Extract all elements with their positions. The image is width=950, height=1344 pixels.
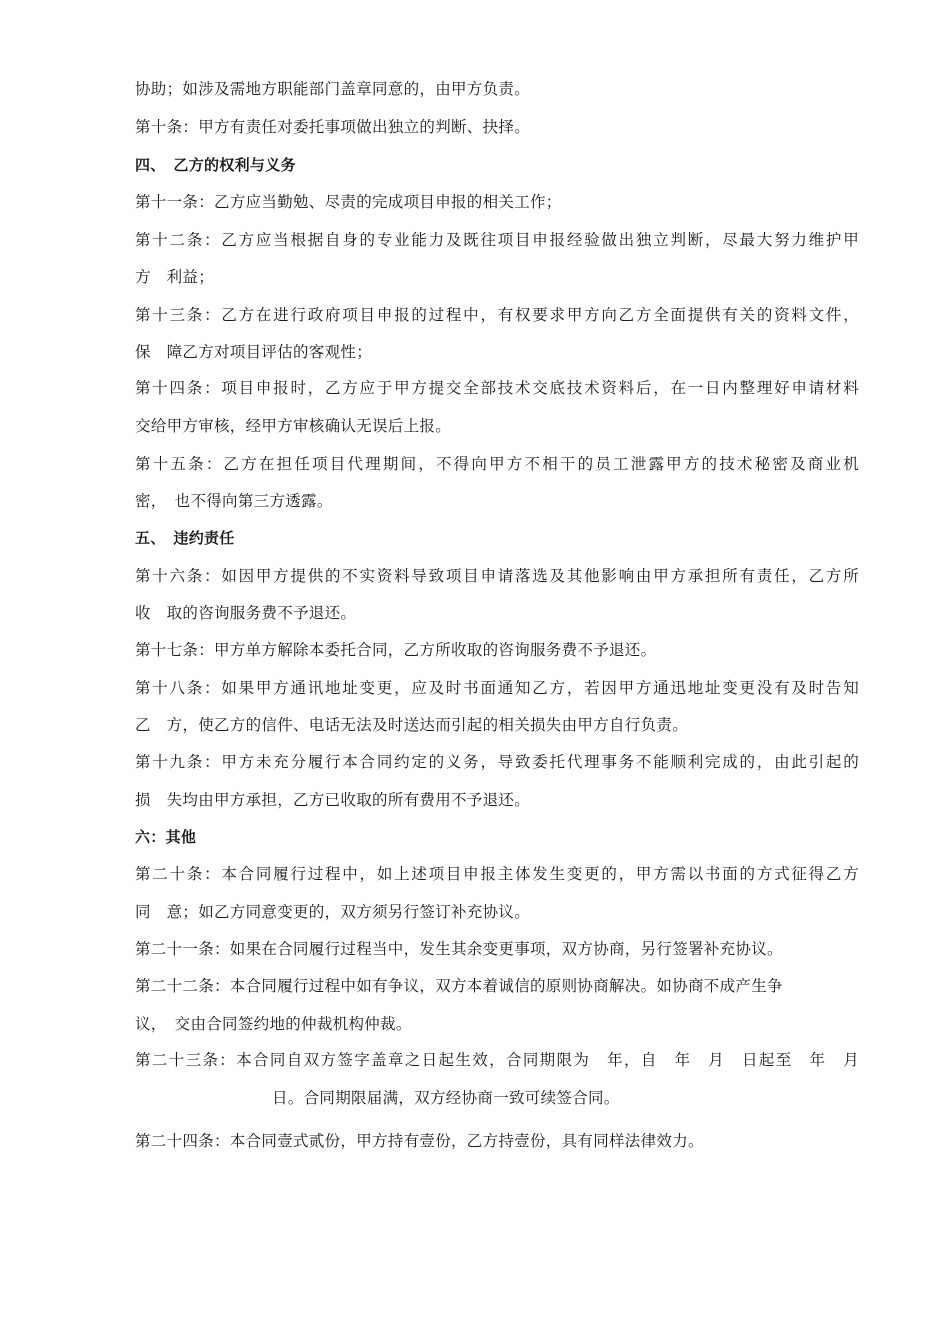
clause-22-line-2: 议， 交由合同签约地的仲裁机构仲裁。 — [135, 1015, 412, 1033]
clause-11: 第十一条：乙方应当勤勉、尽责的完成项目申报的相关工作； — [135, 193, 562, 211]
clause-10: 第十条：甲方有责任对委托事项做出独立的判断、抉择。 — [135, 118, 531, 136]
section-heading-6: 六：其他 — [135, 828, 197, 846]
clause-19-line-1: 第十九条：甲方未充分履行本合同约定的义务，导致委托代理事务不能顺利完成的，由此引起的 — [135, 753, 859, 771]
clause-18-line-1: 第十八条：如果甲方通讯地址变更，应及时书面通知乙方，若因甲方通迅地址变更没有及时告知 — [135, 679, 859, 697]
clause-9-continuation: 协助；如涉及需地方职能部门盖章同意的，由甲方负责。 — [135, 80, 531, 98]
clause-22-line-1: 第二十二条：本合同履行过程中如有争议，双方本着诚信的原则协商解决。如协商不成产生争 — [135, 977, 783, 995]
clause-24: 第二十四条：本合同壹式贰份，甲方持有壹份，乙方持壹份，具有同样法律效力。 — [135, 1132, 704, 1150]
clause-14-line-1: 第十四条：项目申报时，乙方应于甲方提交全部技术交底技术资料后，在一日内整理好申请材料 — [135, 379, 859, 397]
clause-18-line-2: 乙 方，使乙方的信件、电话无法及时送达而引起的相关损失由甲方自行负责。 — [135, 716, 689, 734]
section-heading-5: 五、 违约责任 — [135, 529, 235, 547]
clause-23-line-2: 日。合同期限届满，双方经协商一致可续签合同。 — [272, 1089, 620, 1107]
clause-15-line-2: 密， 也不得向第三方透露。 — [135, 492, 333, 510]
clause-16-line-2: 收 取的咨询服务费不予退还。 — [135, 604, 357, 622]
clause-12-line-2: 方 利益； — [135, 268, 215, 286]
clause-19-line-2: 损 失均由甲方承担，乙方已收取的所有费用不予退还。 — [135, 791, 531, 809]
clause-23-line-1: 第二十三条：本合同自双方签字盖章之日起生效，合同期限为 年，自 年 月 日起至 年 月 — [135, 1051, 859, 1069]
clause-15-line-1: 第十五条：乙方在担任项目代理期间，不得向甲方不相干的员工泄露甲方的技术秘密及商业机 — [135, 455, 859, 473]
clause-16-line-1: 第十六条：如因甲方提供的不实资料导致项目申请落选及其他影响由甲方承担所有责任，乙方所 — [135, 567, 859, 585]
clause-13-line-1: 第十三条：乙方在进行政府项目申报的过程中，有权要求甲方向乙方全面提供有关的资料文件， — [135, 306, 859, 324]
section-heading-4: 四、 乙方的权利与义务 — [135, 156, 296, 174]
clause-21: 第二十一条：如果在合同履行过程当中，发生其余变更事项，双方协商，另行签署补充协议。 — [135, 940, 783, 958]
clause-20-line-2: 同 意；如乙方同意变更的，双方须另行签订补充协议。 — [135, 903, 531, 921]
clause-17: 第十七条：甲方单方解除本委托合同，乙方所收取的咨询服务费不予退还。 — [135, 641, 657, 659]
clause-13-line-2: 保 障乙方对项目评估的客观性； — [135, 343, 373, 361]
clause-20-line-1: 第二十条：本合同履行过程中，如上述项目申报主体发生变更的，甲方需以书面的方式征得乙方 — [135, 865, 859, 883]
clause-14-line-2: 交给甲方审核，经甲方审核确认无误后上报。 — [135, 417, 452, 435]
clause-12-line-1: 第十二条：乙方应当根据自身的专业能力及既往项目申报经验做出独立判断，尽最大努力维护甲 — [135, 231, 859, 249]
